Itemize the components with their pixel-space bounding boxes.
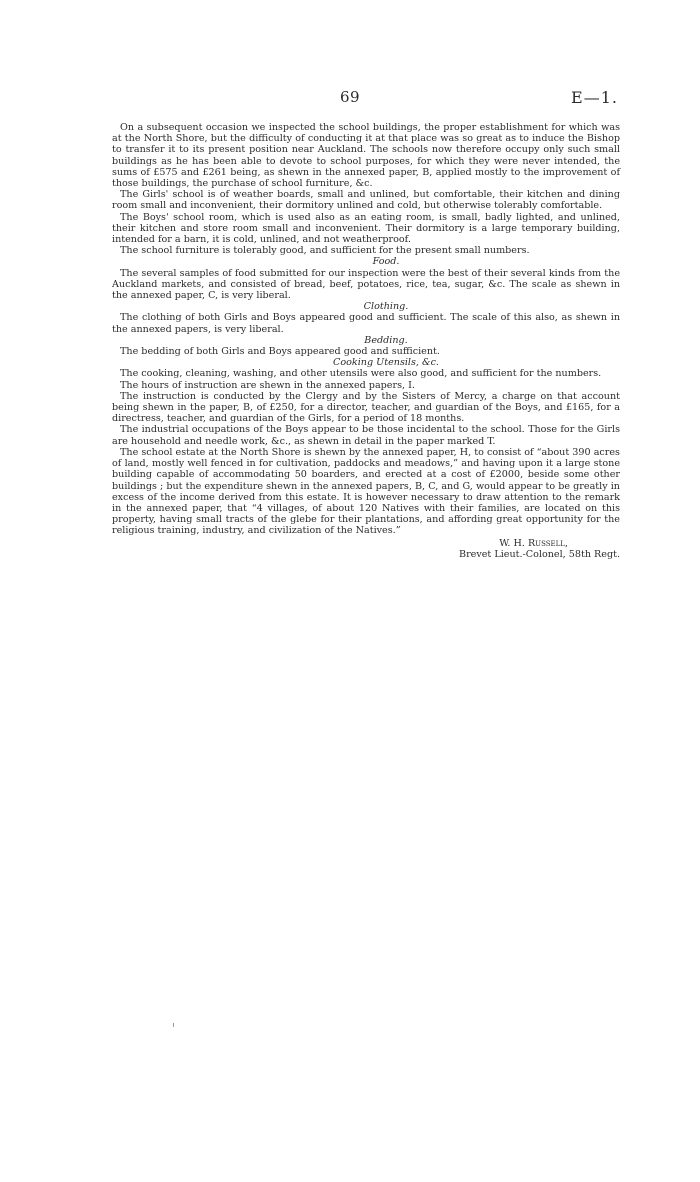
heading-food: Food.: [372, 256, 400, 268]
document-reference: E—1.: [571, 88, 618, 107]
paragraph-boys-school: The Boys' school room, which is used also as an eating room, is small, badly lighted, and unlined, their kitchen and store room small and inconvenient. Their dormitory is a large temporary building, intended for a barn, it is cold, unlined, and not weatherproof.: [112, 211, 620, 246]
paragraph-clothing: The clothing of both Girls and Boys appeared good and sufficient. The scale of this also, as shewn in the annexed papers, is very liberal.: [112, 312, 620, 335]
paragraph-girls-school: The Girls' school is of weather boards, small and unlined, but comfortable, their kitchen and dining room small and inconvenient, their dormitory unlined and cold, but otherwise tolerably comfortable.: [112, 189, 620, 212]
page-number: 69: [339, 88, 361, 106]
paragraph-bedding: The bedding of both Girls and Boys appeared good and sufficient.: [120, 346, 440, 358]
signatory-name: W. H. Russell,: [499, 537, 568, 549]
paragraph-utensils: The cooking, cleaning, washing, and other utensils were also good, and sufficient for the numbers.: [120, 368, 602, 380]
report-body: [112, 122, 620, 560]
signature-block: [112, 538, 620, 560]
paragraph-school-buildings: On a subsequent occasion we inspected the school buildings, the proper establishment for which was at the North Shore, but the difficulty of conducting it at that place was so great as to induce the Bishop to transfer it to its present position near Auckland. The schools now therefore occupy only such small buildings as he has been able to devote to school purposes, for which they were never intended, the sums of £575 and £261 being, as shewn in the annexed paper, B, applied mostly to the improvement of those buildings, the purchase of school furniture, &c.: [112, 122, 620, 190]
signatory-rank: Brevet Lieut.-Colonel, 58th Regt.: [459, 548, 620, 560]
paragraph-school-furniture: The school furniture is tolerably good, and sufficient for the present small numbers.: [120, 245, 530, 257]
paragraph-food: The several samples of food submitted for our inspection were the best of their several kinds from the Auckland markets, and consisted of bread, beef, potatoes, rice, tea, sugar, &c. The scale as shewn in the annexed paper, C, is very liberal.: [112, 267, 620, 302]
paragraph-school-estate: The school estate at the North Shore is shewn by the annexed paper, H, to consist of “about 390 acres of land, mostly well fenced in for cultivation, paddocks and meadows,” and having upon it a large stone building capable of accommodating 50 boarders, and erected at a cost of £2000, beside some other buildings ; but the expenditure shewn in the annexed papers, B, C, and G, would appear to be greatly in excess of the income derived from this estate. It is however necessary to draw attention to the remark in the annexed paper, that “4 villages, of about 120 Natives with their families, are located on this property, having small tracts of the glebe for their plantations, and affording great opportunity for the religious training, industry, and civilization of the Natives.”: [112, 446, 620, 537]
heading-cooking-utensils: Cooking Utensils, &c.: [333, 357, 439, 369]
paragraph-hours-of-instruction: The hours of instruction are shewn in the annexed papers, I.: [120, 379, 415, 391]
scan-mark: [173, 1023, 174, 1027]
heading-clothing: Clothing.: [363, 301, 409, 313]
paragraph-industrial-occupations: The industrial occupations of the Boys appear to be those incidental to the school. Those for the Girls are household and needle work, &c., as shewn in detail in the paper marked T.: [112, 424, 620, 447]
heading-bedding: Bedding.: [364, 334, 408, 346]
paragraph-instruction: The instruction is conducted by the Clergy and by the Sisters of Mercy, a charge on that account being shewn in the paper, B, of £250, for a director, teacher, and guardian of the Boys, and £165, for a directress, teacher, and guardian of the Girls, for a period of 18 months.: [112, 390, 620, 425]
